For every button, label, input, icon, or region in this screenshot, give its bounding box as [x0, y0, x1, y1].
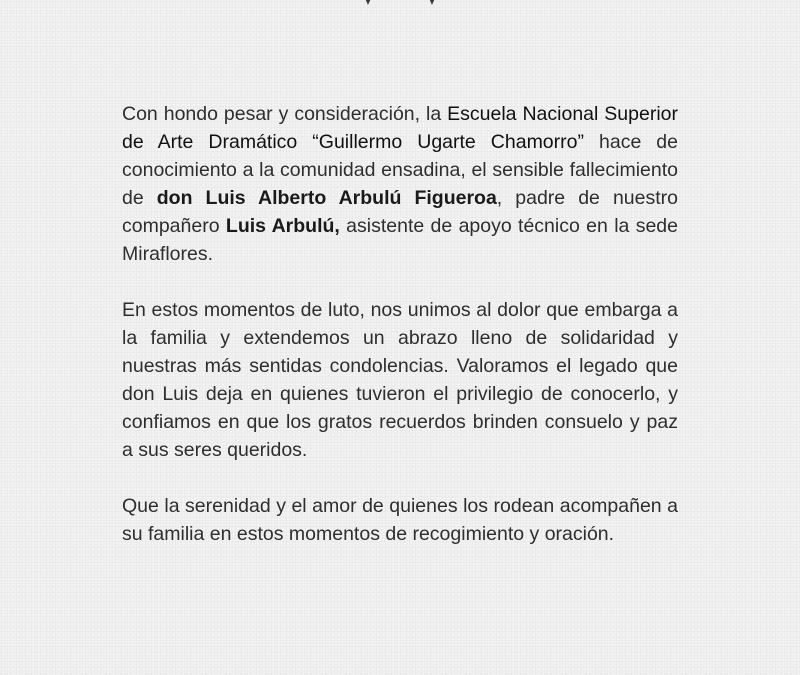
announcement-end: asistente de apoyo técnico en la sede Miraflores.: [122, 215, 678, 265]
colleague-name: Luis Arbulú,: [225, 215, 340, 237]
paragraph-announcement: [122, 100, 678, 268]
paragraph-closing: Que la serenidad y el amor de quienes los rodean acompañen a su familia en estos momentos de recogimiento y oración.: [122, 495, 678, 545]
deceased-name: don Luis Alberto Arbulú Figueroa: [156, 187, 497, 209]
condolence-letter: [122, 100, 678, 576]
paragraph-condolences: En estos momentos de luto, nos unimos al dolor que embarga a la familia y extendemos un abrazo lleno de solidaridad y nuestras más sentidas condolencias. Valoramos el legado que don Luis deja en quienes tuvieron el privilegio de conocerlo, y confiamos en que los gratos recuerdos brinden consuelo y paz a sus seres queridos.: [122, 299, 678, 461]
announcement-middle: hace de conocimiento a la comunidad ensadina, el sensible fallecimiento de: [122, 131, 679, 209]
announcement-intro: Con hondo pesar y consideración, la: [122, 103, 448, 125]
mourning-ribbon-icon: [364, 0, 436, 6]
school-name: Escuela Nacional Superior de Arte Dramático “Guillermo Ugarte Chamorro”: [122, 103, 678, 153]
announcement-relation: , padre de nuestro compañero: [122, 187, 679, 237]
